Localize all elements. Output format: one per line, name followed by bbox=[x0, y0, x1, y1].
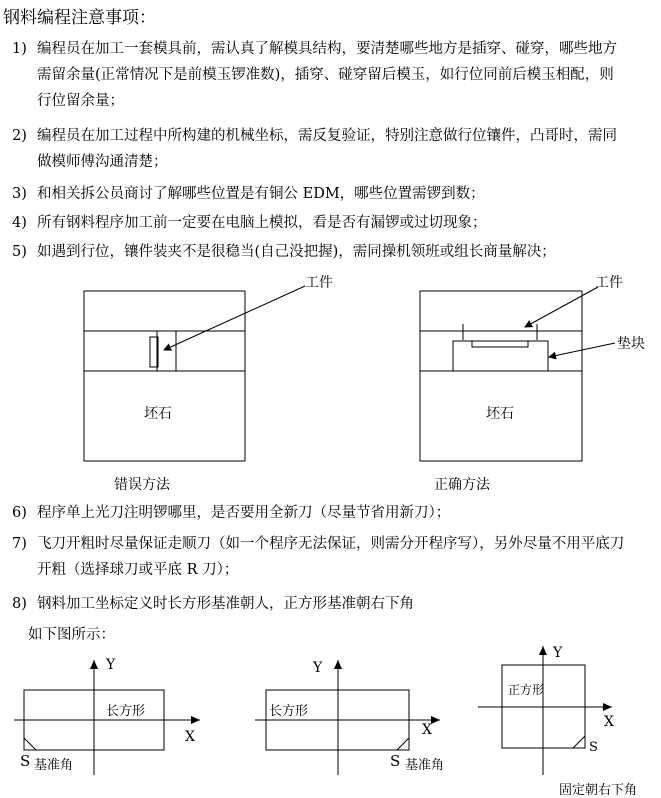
s-label-a: S bbox=[20, 752, 31, 770]
page-title: 钢料编程注意事项： bbox=[3, 8, 156, 28]
fixed-corner-caption: 固定朝右下角 bbox=[559, 783, 638, 798]
datum-label-a: 基准角 bbox=[34, 758, 74, 773]
coord-diagram-c bbox=[478, 646, 612, 775]
correct-workpiece-label: 工件 bbox=[595, 275, 623, 291]
x-label-b: X bbox=[422, 722, 432, 738]
wrong-method-caption: 错误方法 bbox=[114, 477, 170, 493]
correct-stone-label: 坯石 bbox=[486, 406, 514, 422]
x-label-c: X bbox=[604, 714, 614, 730]
x-label-a: X bbox=[185, 729, 195, 745]
correct-pad bbox=[453, 341, 548, 371]
y-label-c: Y bbox=[553, 645, 563, 661]
wrong-outer-block bbox=[84, 291, 245, 461]
correct-workpiece bbox=[472, 341, 528, 347]
datum-chamfer-b bbox=[397, 738, 409, 750]
item-number: 8) bbox=[12, 596, 27, 612]
item-line: 飞刀开粗时尽量保证走顺刀（如一个程序无法保证，则需分开程序写），另外尽量不用平底刀 bbox=[37, 536, 625, 552]
datum-chamfer-c bbox=[573, 736, 585, 748]
correct-outer-block bbox=[420, 291, 582, 461]
item-line: 和相关拆公员商讨了解哪些位置是有铜公 EDM，哪些位置需锣到数； bbox=[37, 186, 485, 202]
correct-method-caption: 正确方法 bbox=[434, 477, 490, 493]
s-label-b: S bbox=[390, 752, 401, 770]
y-label-b: Y bbox=[313, 660, 323, 676]
s-label-c: S bbox=[589, 740, 598, 755]
item-line: 开粗（选择球刀或平底 R 刀）； bbox=[37, 562, 239, 578]
item-number: 6) bbox=[12, 505, 27, 521]
datum-label-b: 基准角 bbox=[405, 758, 445, 773]
figure-intro-text: 如下图所示： bbox=[28, 627, 115, 643]
square-label-c: 正方形 bbox=[508, 683, 545, 697]
item-number: 7) bbox=[12, 536, 27, 552]
item-number: 2) bbox=[12, 128, 27, 144]
rect-label-b: 长方形 bbox=[269, 704, 309, 719]
datum-chamfer-a bbox=[24, 738, 36, 750]
item-line: 做模师傅沟通清楚； bbox=[37, 154, 168, 170]
item-line: 行位留余量； bbox=[37, 93, 124, 109]
item-number: 1) bbox=[12, 41, 27, 57]
item-line: 所有钢料程序加工前一定要在电脑上模拟，看是否有漏锣或过切现象； bbox=[37, 215, 487, 231]
item-number: 4) bbox=[12, 215, 27, 231]
y-label-a: Y bbox=[106, 657, 116, 673]
item-line: 钢料加工坐标定义时长方形基准朝人，正方形基准朝右下角 bbox=[37, 596, 414, 612]
item-line: 如遇到行位，镶件装夹不是很稳当(自己没把握)，需同操机领班或组长商量解决； bbox=[37, 244, 556, 260]
wrong-workpiece-label: 工件 bbox=[305, 275, 333, 291]
wrong-method-figure bbox=[84, 286, 305, 461]
item-line: 程序单上光刀注明锣哪里，是否要用全新刀（尽量节省用新刀）； bbox=[37, 505, 451, 521]
item-line: 编程员在加工一套模具前，需认真了解模具结构，要清楚哪些地方是插穿、碰穿，哪些地方 bbox=[37, 41, 617, 57]
wrong-leader-arrow bbox=[164, 286, 305, 350]
correct-leader-arrow bbox=[525, 287, 598, 327]
pad-label: 垫块 bbox=[617, 336, 645, 352]
correct-method-figure bbox=[420, 287, 615, 461]
item-line: 编程员在加工过程中所构建的机械坐标，需反复验证，特别注意做行位镶件，凸哥时，需同 bbox=[37, 128, 617, 144]
item-number: 3) bbox=[12, 186, 27, 202]
item-line: 需留余量(正常情况下是前模玉锣准数)，插穿、碰穿留后模玉，如行位同前后模玉相配，则 bbox=[37, 67, 614, 83]
wrong-stone-label: 坯石 bbox=[144, 406, 172, 422]
rect-label-a: 长方形 bbox=[106, 704, 146, 719]
item-number: 5) bbox=[12, 244, 27, 260]
